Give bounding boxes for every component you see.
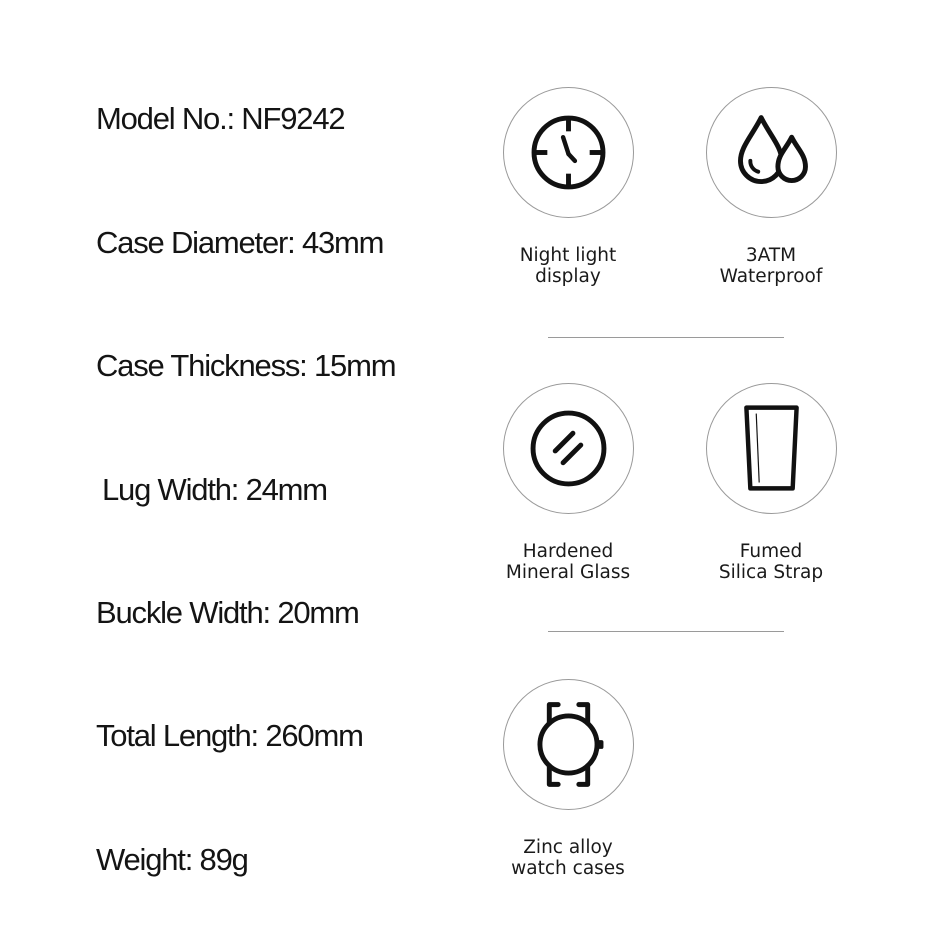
- feature-waterproof: [666, 87, 876, 287]
- feature-zinc-alloy-case: [463, 679, 673, 879]
- feature-label-line1: Zinc alloy: [523, 837, 613, 858]
- feature-label-line2: watch cases: [511, 858, 625, 879]
- strap-cup-icon: [707, 383, 836, 514]
- spec-weight: Weight: 89g: [96, 842, 248, 877]
- feature-icon-circle: [706, 87, 837, 218]
- spec-buckle-width: Buckle Width: 20mm: [96, 595, 359, 630]
- feature-label-line2: display: [535, 266, 601, 287]
- spec-case-thickness: Case Thickness: 15mm: [96, 348, 396, 383]
- feature-label-line2: Mineral Glass: [505, 562, 631, 583]
- section-divider: [548, 337, 784, 338]
- feature-label-line2: Waterproof: [719, 266, 823, 287]
- feature-mineral-glass: [463, 383, 673, 583]
- spec-lug-width: Lug Width: 24mm: [102, 472, 327, 507]
- mineral-glass-icon: [504, 383, 633, 514]
- spec-model-number: Model No.: NF9242: [96, 101, 345, 136]
- spec-total-length: Total Length: 260mm: [96, 718, 363, 753]
- clock-icon: [504, 87, 633, 218]
- feature-label-line1: Hardened: [522, 541, 614, 562]
- feature-label-line1: 3ATM: [745, 245, 797, 266]
- feature-label-line2: Silica Strap: [718, 562, 824, 583]
- section-divider: [548, 631, 784, 632]
- watch-case-icon: [504, 679, 633, 810]
- feature-icon-circle: [503, 679, 634, 810]
- feature-icon-circle: [503, 383, 634, 514]
- feature-icon-circle: [706, 383, 837, 514]
- feature-icon-circle: [503, 87, 634, 218]
- feature-label-line1: Fumed: [739, 541, 803, 562]
- feature-silica-strap: [666, 383, 876, 583]
- feature-label-line1: Night light: [519, 245, 617, 266]
- water-drops-icon: [707, 87, 836, 218]
- feature-night-light: [463, 87, 673, 287]
- spec-case-diameter: Case Diameter: 43mm: [96, 225, 384, 260]
